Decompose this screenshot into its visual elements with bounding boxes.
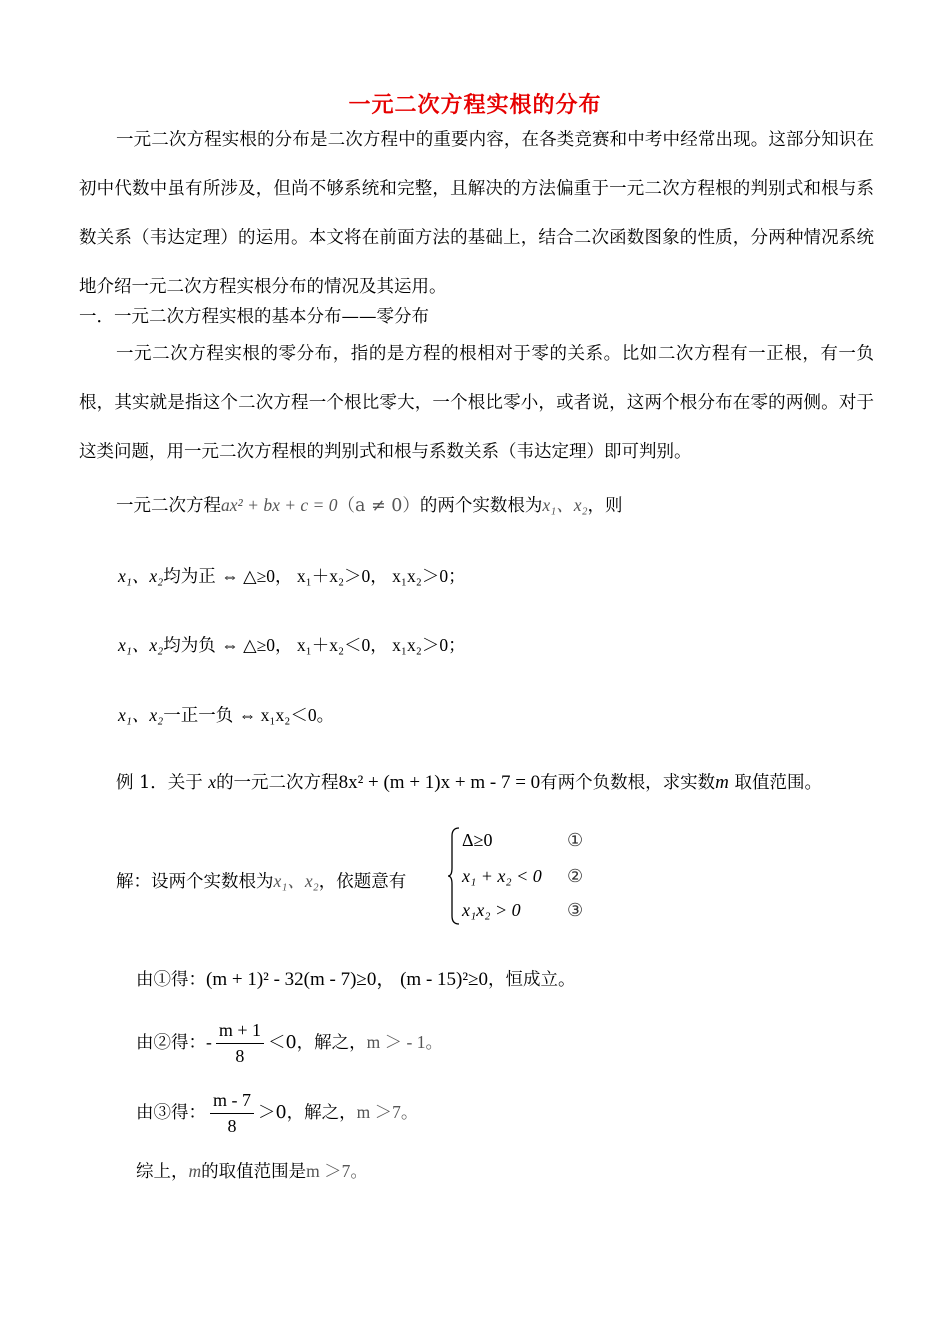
system-row-2: x₁ + x₂ < 0 <box>462 866 542 886</box>
setup-roots: x₁、x₂ <box>542 495 588 515</box>
setup-middle: 的两个实数根为 <box>419 496 543 516</box>
example1-equation: 8x² + (m + 1)x + m - 7 = 0 <box>338 772 541 793</box>
example1-label: 例 1．关于 <box>116 773 203 793</box>
step2-sign: - <box>206 1032 212 1052</box>
example1-var2: m <box>715 772 729 793</box>
step3-fraction <box>210 1090 254 1137</box>
example1-var: x <box>208 772 217 792</box>
step3-line <box>136 1090 418 1137</box>
case-label: 均为负 <box>163 636 216 656</box>
system-mark-1: ① <box>567 830 584 851</box>
step3-label: 由③得： <box>136 1103 206 1123</box>
step2-line <box>136 1020 443 1067</box>
conclusion-result: m ＞7。 <box>306 1161 368 1181</box>
setup-equation: ax² + bx + c = 0 <box>221 495 338 515</box>
conclusion-var: m <box>188 1161 202 1181</box>
example1-text1: 的一元二次方程 <box>216 773 339 793</box>
case-opposite-signs <box>118 702 334 727</box>
step3-result: m ＞7。 <box>356 1102 419 1122</box>
case-roots: x₁、x₂ <box>118 705 164 725</box>
setup-prefix: 一元二次方程 <box>116 496 221 516</box>
case-conditions: ⇔ △≥0， x₁＋x₂＞0， x₁x₂＞0； <box>221 566 466 586</box>
case-both-positive <box>118 563 466 588</box>
solution-intro <box>116 868 406 893</box>
system-mark-3: ③ <box>567 900 584 921</box>
case-label: 一正一负 <box>163 706 234 726</box>
step3-numerator: m - 7 <box>210 1090 254 1114</box>
conclusion-prefix: 综上， <box>136 1162 189 1182</box>
step1-expr: (m + 1)² - 32(m - 7)≥0， (m - 15)²≥0 <box>206 969 488 990</box>
example1-text2: 有两个负数根，求实数 <box>540 773 716 793</box>
system-mark-2: ② <box>567 866 584 887</box>
section1-paragraph: 一元二次方程实根的零分布，指的是方程的根相对于零的关系。比如二次方程有一正根，有一负根，其实就是指这个二次方程一个根比零大，一个根比零小，或者说，这两个根分布在零的两侧。对于这类问题，用一元二次方程根的判别式和根与系数关系（韦达定理）即可判别。 <box>79 344 874 462</box>
solution-intro-text: 解：设两个实数根为 <box>116 872 274 892</box>
step1-line <box>136 964 576 991</box>
step2-relation: ＜0，解之， <box>267 1033 367 1053</box>
case-roots: x₁、x₂ <box>118 566 164 586</box>
case-conditions: ⇔ x₁x₂＜0。 <box>238 705 335 725</box>
document-title: 一元二次方程实根的分布 <box>348 92 602 118</box>
section1-heading: 一．一元二次方程实根的基本分布——零分布 <box>79 307 429 327</box>
example1-statement <box>116 769 822 794</box>
system-row-1: Δ≥0 <box>462 830 493 850</box>
system-row-3: x₁x₂ > 0 <box>462 900 521 920</box>
setup-condition: （a ≠ 0） <box>337 496 420 516</box>
step2-fraction <box>216 1020 264 1067</box>
case-conditions: ⇔ △≥0， x₁＋x₂＜0， x₁x₂＞0； <box>221 635 466 655</box>
step1-label: 由①得： <box>136 970 206 990</box>
setup-line <box>116 492 623 517</box>
case-label: 均为正 <box>163 567 216 587</box>
setup-suffix: ，则 <box>587 496 623 516</box>
step2-label: 由②得： <box>136 1033 206 1053</box>
step3-relation: ＞0，解之， <box>258 1103 357 1123</box>
solution-intro-end: ，依题意有 <box>318 872 407 892</box>
step2-denominator: 8 <box>235 1046 245 1066</box>
left-brace-icon <box>447 826 461 926</box>
conclusion-line <box>136 1158 368 1183</box>
solution-roots: x₁、x₂ <box>273 871 319 891</box>
intro-paragraph: 一元二次方程实根的分布是二次方程中的重要内容，在各类竞赛和中考中经常出现。这部分知识在初中代数中虽有所涉及，但尚不够系统和完整，且解决的方法偏重于一元二次方程根的判别式和根与系数关系（韦达定理）的运用。本文将在前面方法的基础上，结合二次函数图象的性质，分两种情况系统地介绍一元二次方程实根分布的情况及其运用。 <box>79 130 874 297</box>
example1-text3: 取值范围。 <box>734 773 822 793</box>
step3-denominator: 8 <box>227 1116 237 1136</box>
case-both-negative <box>118 632 466 657</box>
conclusion-mid: 的取值范围是 <box>201 1162 307 1182</box>
step1-end: ，恒成立。 <box>488 970 576 990</box>
step2-numerator: m + 1 <box>216 1020 264 1044</box>
case-roots: x₁、x₂ <box>118 635 164 655</box>
step2-result: m ＞ - 1。 <box>366 1032 443 1052</box>
condition-system <box>447 826 607 926</box>
